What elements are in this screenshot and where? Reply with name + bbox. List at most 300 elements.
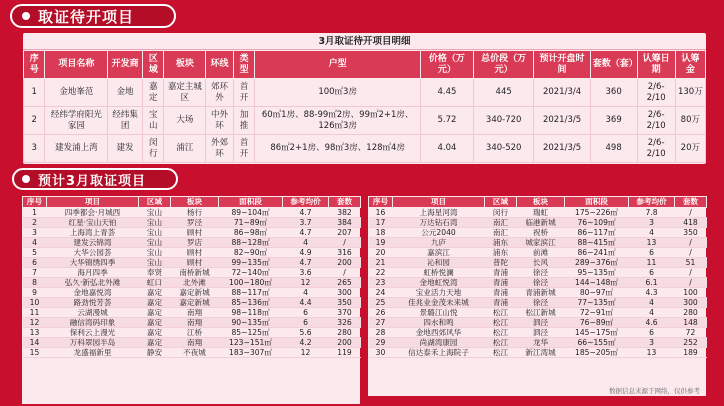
table-cell: 建发浦上湾 xyxy=(45,135,108,163)
table-cell: 金地嘉悦湾 xyxy=(47,288,139,298)
header-cell: 户型 xyxy=(255,51,421,79)
table-cell: 融信湾码印象 xyxy=(47,318,139,328)
table-row xyxy=(23,298,361,308)
table-row xyxy=(23,318,361,328)
section1-title-text: 取证待开项目 xyxy=(38,7,135,26)
table-cell: 350 xyxy=(675,228,707,238)
table-cell: 2021/3/5 xyxy=(534,107,590,135)
header-cell: 区域 xyxy=(143,51,164,79)
table-cell: 89~104㎡ xyxy=(219,208,283,218)
table-cell: 宝业活力天地 xyxy=(393,288,485,298)
table-cell: 1 xyxy=(24,79,45,107)
table-cell: 南汇 xyxy=(485,228,517,238)
table-cell: 11 xyxy=(629,258,675,268)
header-cell: 项目 xyxy=(47,197,139,208)
table-cell: 350 xyxy=(329,298,361,308)
table-cell: 南翔 xyxy=(171,338,219,348)
table-cell: 5.72 xyxy=(420,107,473,135)
table-cell: 江桥 xyxy=(171,328,219,338)
table-cell: 11 xyxy=(23,308,47,318)
expected-projects-left-panel xyxy=(22,196,360,404)
table-cell: 340-720 xyxy=(473,107,533,135)
table-cell: 南汇 xyxy=(485,218,517,228)
table-row xyxy=(369,208,707,218)
table-cell: / xyxy=(675,248,707,258)
table-cell: 22 xyxy=(369,268,393,278)
table-cell: 100㎡3房 xyxy=(255,79,421,107)
table-cell: 289~376㎡ xyxy=(565,258,629,268)
table-cell: 100~180㎡ xyxy=(219,278,283,288)
table-row xyxy=(23,348,361,358)
table-cell: 418 xyxy=(675,218,707,228)
table-row xyxy=(24,107,706,135)
table-cell: 17 xyxy=(369,218,393,228)
table-cell: / xyxy=(675,238,707,248)
table-cell: 82~90㎡ xyxy=(219,248,283,258)
table-cell: 4 xyxy=(629,308,675,318)
table-cell: 2/6-2/10 xyxy=(637,135,675,163)
table-cell: 144~148㎡ xyxy=(565,278,629,288)
table-cell: 郊环外 xyxy=(206,79,234,107)
table-cell: 88~128㎡ xyxy=(219,238,283,248)
table-cell: 175~226㎡ xyxy=(565,208,629,218)
expected-projects-right-table xyxy=(368,196,707,358)
table-cell: 98~118㎡ xyxy=(219,308,283,318)
table-cell: 首开 xyxy=(233,79,254,107)
table-cell: 嘉定 xyxy=(139,288,171,298)
table-cell: 嘉定新城 xyxy=(171,298,219,308)
table-cell: 沁和园 xyxy=(393,258,485,268)
header-cell: 参考均价 xyxy=(629,197,675,208)
table-cell: 51 xyxy=(675,258,707,268)
header-cell: 项目名称 xyxy=(45,51,108,79)
table-cell: 130万 xyxy=(675,79,705,107)
table-cell: 4.6 xyxy=(629,318,675,328)
table-cell: 100 xyxy=(675,288,707,298)
table-cell: 大场 xyxy=(164,107,206,135)
table-cell: 300 xyxy=(675,298,707,308)
table-row xyxy=(369,328,707,338)
table-cell: 外郊环 xyxy=(206,135,234,163)
table-cell: 顾村 xyxy=(171,248,219,258)
table-cell: 青浦 xyxy=(485,278,517,288)
table-row xyxy=(23,238,361,248)
table-cell: 72 xyxy=(675,328,707,338)
table-cell: 72~140㎡ xyxy=(219,268,283,278)
header-cell: 套数（套） xyxy=(590,51,637,79)
table-cell: 14 xyxy=(23,338,47,348)
table-cell: 云湖漫城 xyxy=(47,308,139,318)
table-cell: 北外滩 xyxy=(171,278,219,288)
table-cell: 红星·宝山天铂 xyxy=(47,218,139,228)
table-cell: 罗店 xyxy=(171,238,219,248)
table-cell: 369 xyxy=(590,107,637,135)
header-cell: 开发商 xyxy=(108,51,143,79)
table-cell: 6 xyxy=(23,258,47,268)
table-row xyxy=(23,308,361,318)
table-cell: 95~135㎡ xyxy=(565,268,629,278)
table-cell: 泗泾 xyxy=(517,318,565,328)
table-cell: 72~91㎡ xyxy=(565,308,629,318)
table-cell: 2 xyxy=(23,218,47,228)
table-cell: 金地虹悦湾 xyxy=(393,278,485,288)
table-cell: 3.6 xyxy=(283,268,329,278)
table-row xyxy=(23,248,361,258)
table-cell: 4.45 xyxy=(420,79,473,107)
table-cell: 13 xyxy=(23,328,47,338)
table-cell: 80万 xyxy=(675,107,705,135)
table-cell: 宝山 xyxy=(139,248,171,258)
table-cell: 6 xyxy=(283,308,329,318)
table-cell: 3 xyxy=(629,338,675,348)
table-cell: 16 xyxy=(369,208,393,218)
table-cell: 普陀 xyxy=(485,258,517,268)
table-cell: 虹口 xyxy=(139,278,171,288)
header-cell: 板块 xyxy=(171,197,219,208)
table-cell: 185~205㎡ xyxy=(565,348,629,358)
table-cell: 佳兆业金茂未来城 xyxy=(393,298,485,308)
table-cell: 12 xyxy=(23,318,47,328)
table-cell: 不夜城 xyxy=(171,348,219,358)
header-cell: 预计开盘时间 xyxy=(534,51,590,79)
table-cell: 86~241㎡ xyxy=(565,248,629,258)
table-cell: 326 xyxy=(329,318,361,328)
table-cell: 南翔 xyxy=(171,318,219,328)
table-cell: 8 xyxy=(23,278,47,288)
table-cell: 万科翠园半岛 xyxy=(47,338,139,348)
table-cell: 青浦 xyxy=(485,288,517,298)
table-cell: 4.7 xyxy=(283,228,329,238)
header-cell: 区域 xyxy=(485,197,517,208)
table-cell: 祝桥 xyxy=(517,228,565,238)
table-cell: 宝山 xyxy=(139,238,171,248)
header-cell: 板块 xyxy=(164,51,206,79)
table-cell: 24 xyxy=(369,288,393,298)
table-cell: 松江 xyxy=(485,338,517,348)
table-cell: 杨行 xyxy=(171,208,219,218)
table-cell: 奉贤 xyxy=(139,268,171,278)
table-cell: 嘉滨江 xyxy=(393,248,485,258)
table-cell: 340-520 xyxy=(473,135,533,163)
table-cell: / xyxy=(329,268,361,278)
header-cell: 类型 xyxy=(233,51,254,79)
table-row xyxy=(369,248,707,258)
table-cell: 嘉定 xyxy=(139,308,171,318)
table-cell: 万达钻石湾 xyxy=(393,218,485,228)
table-cell: 建发云锦湾 xyxy=(47,238,139,248)
expected-projects-right-panel xyxy=(368,196,706,396)
table-cell: 25 xyxy=(369,298,393,308)
table-cell: 119 xyxy=(329,348,361,358)
table-cell: 148 xyxy=(675,318,707,328)
table-cell: 7 xyxy=(23,268,47,278)
table-cell: 200 xyxy=(329,258,361,268)
header-cell: 区域 xyxy=(139,197,171,208)
table-cell: 3.7 xyxy=(283,218,329,228)
table-cell: 嘉定 xyxy=(139,338,171,348)
table-cell: 300 xyxy=(329,288,361,298)
table-cell: 13 xyxy=(629,238,675,248)
table-cell: 6 xyxy=(629,328,675,338)
section2-title-text: 预计3月取证项目 xyxy=(38,173,147,189)
pending-projects-panel xyxy=(23,33,706,164)
table-cell: 浦东 xyxy=(485,238,517,248)
table-row xyxy=(23,208,361,218)
table-cell: 86~98㎡ xyxy=(219,228,283,238)
table-cell: 虹桥悦澜 xyxy=(393,268,485,278)
table-cell: 顾村 xyxy=(171,258,219,268)
header-cell: 认筹金 xyxy=(675,51,705,79)
table-cell: 2 xyxy=(24,107,45,135)
header-cell: 序号 xyxy=(369,197,393,208)
table-cell: 徐泾 xyxy=(517,298,565,308)
table-cell: 4.3 xyxy=(629,288,675,298)
table-cell: 金地西郊风华 xyxy=(393,328,485,338)
header-cell: 序号 xyxy=(23,197,47,208)
table-cell: 经纬学府阳光家园 xyxy=(45,107,108,135)
table-cell: 9 xyxy=(23,288,47,298)
header-cell: 认筹日期 xyxy=(637,51,675,79)
table-cell: 76~89㎡ xyxy=(565,318,629,328)
table-cell: 2/6-2/10 xyxy=(637,107,675,135)
table-cell: 宝山 xyxy=(143,107,164,135)
bullet-icon xyxy=(22,175,30,183)
table-cell: 临港新城 xyxy=(517,218,565,228)
table-cell: 6 xyxy=(629,248,675,258)
table-cell: 3 xyxy=(24,135,45,163)
table-row xyxy=(369,348,707,358)
table-cell: 2/6-2/10 xyxy=(637,79,675,107)
table-cell: 景璐江山悦 xyxy=(393,308,485,318)
header-cell: 价格（万元） xyxy=(420,51,473,79)
table-cell: / xyxy=(675,268,707,278)
table-cell: 4 xyxy=(283,288,329,298)
source-note: 数据信息来源于网络，仅供参考 xyxy=(609,387,700,395)
table-row xyxy=(369,318,707,328)
header-cell: 序号 xyxy=(24,51,45,79)
table-cell: 15 xyxy=(23,348,47,358)
table-row xyxy=(369,238,707,248)
table-cell: 76~109㎡ xyxy=(565,218,629,228)
table-cell: 370 xyxy=(329,308,361,318)
table-cell: 保利云上漫光 xyxy=(47,328,139,338)
table-cell: 20万 xyxy=(675,135,705,163)
table-cell: 4.2 xyxy=(283,338,329,348)
table-cell: 松江 xyxy=(485,348,517,358)
table-cell: 4 xyxy=(283,238,329,248)
table-cell: 280 xyxy=(675,308,707,318)
table-cell: 80~97㎡ xyxy=(565,288,629,298)
table-cell: 四水和鸣 xyxy=(393,318,485,328)
table-cell: 19 xyxy=(369,238,393,248)
table-cell: 大华公园荟 xyxy=(47,248,139,258)
table-cell: 88~117㎡ xyxy=(219,288,283,298)
table-cell: 60㎡1房、88-99㎡2房、99㎡2+1房、126㎡3房 xyxy=(255,107,421,135)
table-cell: 71~89㎡ xyxy=(219,218,283,228)
section2-title xyxy=(12,168,178,190)
table-row xyxy=(369,268,707,278)
table-cell: 城家滨江 xyxy=(517,238,565,248)
header-cell: 面积段 xyxy=(219,197,283,208)
table-cell: 首开 xyxy=(233,135,254,163)
table-cell: 信达泰禾上海院子 xyxy=(393,348,485,358)
table-cell: 445 xyxy=(473,79,533,107)
table-cell: 123~151㎡ xyxy=(219,338,283,348)
table-cell: 265 xyxy=(329,278,361,288)
table-row xyxy=(369,258,707,268)
table-cell: 4 xyxy=(629,228,675,238)
header-cell: 环线 xyxy=(206,51,234,79)
table-row xyxy=(369,218,707,228)
table-cell: 145~175㎡ xyxy=(565,328,629,338)
table-cell: 新江湾城 xyxy=(517,348,565,358)
table-row xyxy=(24,135,706,163)
table-cell: 嘉定 xyxy=(143,79,164,107)
table-cell: 静安 xyxy=(139,348,171,358)
table-cell: 中外环 xyxy=(206,107,234,135)
table-row xyxy=(23,258,361,268)
table-cell: 77~135㎡ xyxy=(565,298,629,308)
table-cell: 嘉定主城区 xyxy=(164,79,206,107)
table-cell: 罗泾 xyxy=(171,218,219,228)
table-cell: 松江 xyxy=(485,308,517,318)
table-cell: 280 xyxy=(329,328,361,338)
table-cell: 经纬集团 xyxy=(108,107,143,135)
table-row xyxy=(369,288,707,298)
table-cell: 29 xyxy=(369,338,393,348)
table-cell: 252 xyxy=(675,338,707,348)
header-cell: 套数 xyxy=(675,197,707,208)
table-row xyxy=(23,228,361,238)
table-cell: 4 xyxy=(23,238,47,248)
table-cell: 建发 xyxy=(108,135,143,163)
table-cell: 松江新城 xyxy=(517,308,565,318)
table-caption: 3月取证待开项目明细 xyxy=(23,33,706,50)
table-cell: 嘉定 xyxy=(139,328,171,338)
table-cell: 382 xyxy=(329,208,361,218)
table-cell: 4.7 xyxy=(283,258,329,268)
table-cell: / xyxy=(675,278,707,288)
header-cell: 板块 xyxy=(517,197,565,208)
table-cell: 384 xyxy=(329,218,361,228)
table-cell: 嘉定 xyxy=(139,318,171,328)
table-cell: 宝山 xyxy=(139,228,171,238)
expected-projects-left-table xyxy=(22,196,361,358)
table-cell: 66~155㎡ xyxy=(565,338,629,348)
table-cell: 3 xyxy=(629,218,675,228)
table-cell: 长风 xyxy=(517,258,565,268)
section1-title xyxy=(10,4,176,28)
table-cell: 1 xyxy=(23,208,47,218)
table-cell: 青浦新城 xyxy=(517,288,565,298)
table-row xyxy=(24,79,706,107)
table-cell: 5.6 xyxy=(283,328,329,338)
pending-projects-table xyxy=(23,50,706,163)
table-cell: 12 xyxy=(283,278,329,288)
table-cell: 泗泾 xyxy=(517,328,565,338)
header-cell: 参考均价 xyxy=(283,197,329,208)
table-cell: 路劲悦芳荟 xyxy=(47,298,139,308)
table-cell: 99~135㎡ xyxy=(219,258,283,268)
table-cell: 2021/3/5 xyxy=(534,135,590,163)
table-cell: 316 xyxy=(329,248,361,258)
table-cell: 前滩 xyxy=(517,248,565,258)
table-cell: 86~117㎡ xyxy=(565,228,629,238)
table-cell: 弘久·新弘北外滩 xyxy=(47,278,139,288)
table-cell: 85~125㎡ xyxy=(219,328,283,338)
table-cell: 28 xyxy=(369,328,393,338)
table-cell: 龙华 xyxy=(517,338,565,348)
header-cell: 项目 xyxy=(393,197,485,208)
table-row xyxy=(369,338,707,348)
table-cell: 183~307㎡ xyxy=(219,348,283,358)
table-cell: 6 xyxy=(283,318,329,328)
table-cell: 10 xyxy=(23,298,47,308)
table-cell: 27 xyxy=(369,318,393,328)
table-row xyxy=(369,228,707,238)
table-cell: 上海湾上青荟 xyxy=(47,228,139,238)
table-cell: 上海星河湾 xyxy=(393,208,485,218)
table-cell: 21 xyxy=(369,258,393,268)
table-cell: 四季都会·月城西 xyxy=(47,208,139,218)
table-cell: 6 xyxy=(629,268,675,278)
table-cell: 松江 xyxy=(485,328,517,338)
table-cell: 闵行 xyxy=(143,135,164,163)
table-cell: 公元2040 xyxy=(393,228,485,238)
table-cell: 嘉定新城 xyxy=(171,288,219,298)
table-cell: / xyxy=(329,238,361,248)
table-cell: 6.1 xyxy=(629,278,675,288)
table-cell: 26 xyxy=(369,308,393,318)
table-row xyxy=(369,298,707,308)
table-cell: 闵行 xyxy=(485,208,517,218)
table-cell: 4.9 xyxy=(283,248,329,258)
header-cell: 套数 xyxy=(329,197,361,208)
table-cell: 青浦 xyxy=(485,268,517,278)
table-cell: 7.8 xyxy=(629,208,675,218)
table-cell: 360 xyxy=(590,79,637,107)
table-cell: 90~135㎡ xyxy=(219,318,283,328)
table-cell: 20 xyxy=(369,248,393,258)
table-cell: / xyxy=(675,208,707,218)
table-cell: 5 xyxy=(23,248,47,258)
table-row xyxy=(23,278,361,288)
table-cell: 4.7 xyxy=(283,208,329,218)
table-row xyxy=(23,268,361,278)
table-cell: 30 xyxy=(369,348,393,358)
table-cell: 13 xyxy=(629,348,675,358)
table-cell: 宝山 xyxy=(139,258,171,268)
table-cell: 南翔 xyxy=(171,308,219,318)
table-row xyxy=(23,328,361,338)
table-cell: 3 xyxy=(23,228,47,238)
table-cell: 189 xyxy=(675,348,707,358)
table-cell: 4.04 xyxy=(420,135,473,163)
table-cell: 加推 xyxy=(233,107,254,135)
table-cell: 金地峯范 xyxy=(45,79,108,107)
table-cell: 金地 xyxy=(108,79,143,107)
bullet-icon xyxy=(22,12,30,20)
table-cell: 龙盛福新里 xyxy=(47,348,139,358)
table-row xyxy=(369,278,707,288)
table-cell: 海月四季 xyxy=(47,268,139,278)
table-cell: 浦江 xyxy=(164,135,206,163)
table-cell: 顾村 xyxy=(171,228,219,238)
table-cell: 12 xyxy=(283,348,329,358)
table-cell: 南桥新城 xyxy=(171,268,219,278)
table-cell: 青浦 xyxy=(485,298,517,308)
table-cell: 徐泾 xyxy=(517,278,565,288)
